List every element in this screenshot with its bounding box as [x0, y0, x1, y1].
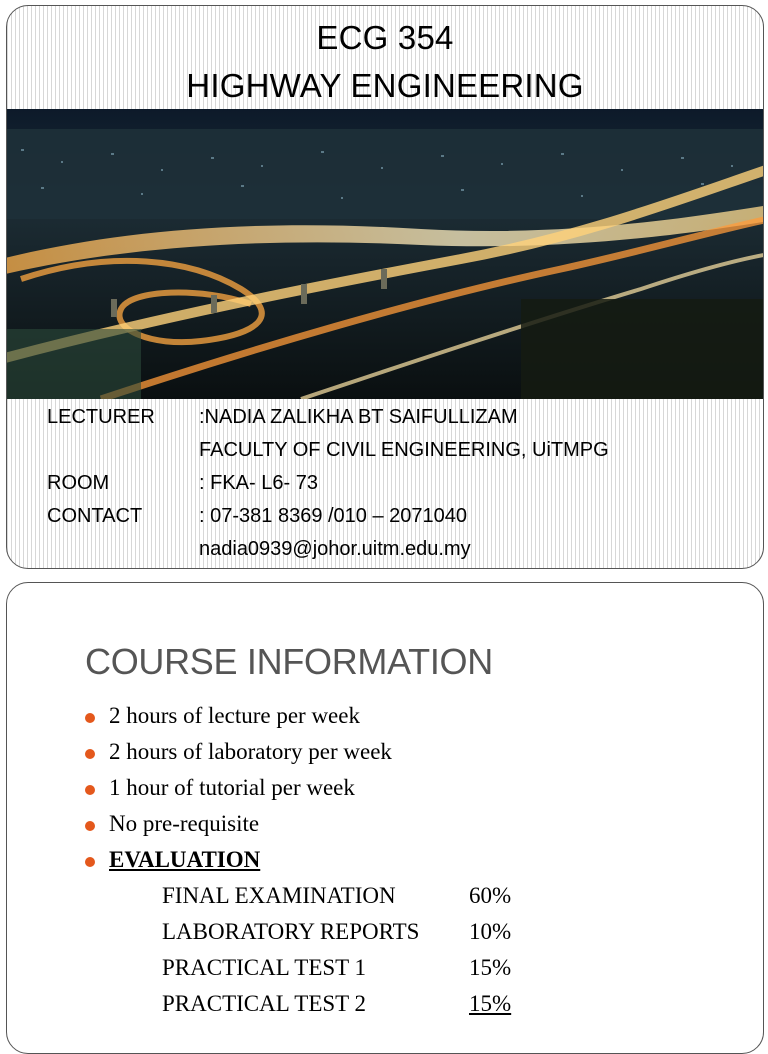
- evaluation-row: [7, 955, 763, 987]
- course-code: ECG 354: [316, 19, 454, 56]
- bullet-dot-icon: [85, 785, 95, 795]
- info-value: : FKA- L6- 73: [199, 472, 318, 494]
- bullet-dot-icon: [85, 713, 95, 723]
- info-row-lecturer: [7, 406, 763, 438]
- evaluation-row: [7, 991, 763, 1023]
- bullet-dot-icon: [85, 749, 95, 759]
- info-row-contact: [7, 505, 763, 537]
- evaluation-name: PRACTICAL TEST 2: [162, 991, 367, 1016]
- info-label: CONTACT: [47, 505, 143, 527]
- evaluation-row: [7, 919, 763, 951]
- highway-night-photo: [6, 109, 764, 399]
- info-value: :NADIA ZALIKHA BT SAIFULLIZAM: [199, 406, 518, 428]
- evaluation-name: PRACTICAL TEST 1: [162, 955, 367, 980]
- info-value: nadia0939@johor.uitm.edu.my: [199, 538, 471, 560]
- course-name: HIGHWAY ENGINEERING: [186, 67, 584, 104]
- info-label: ROOM: [47, 472, 110, 494]
- info-row-faculty: [7, 439, 763, 471]
- evaluation-percent: 60%: [469, 883, 512, 908]
- bullet-dot-icon: [85, 821, 95, 831]
- info-value: FACULTY OF CIVIL ENGINEERING, UiTMPG: [199, 439, 609, 461]
- evaluation-percent: 15%: [469, 991, 512, 1016]
- bullet-dot-icon: [85, 857, 95, 867]
- evaluation-percent: 15%: [469, 955, 512, 980]
- evaluation-name: FINAL EXAMINATION: [162, 883, 396, 908]
- evaluation-name: LABORATORY REPORTS: [162, 919, 420, 944]
- evaluation-row: [7, 883, 763, 915]
- course-info-slide: COURSE INFORMATION 2 hours of lecture per week 2 hours of laboratory per week 1 hour of tutorial per week No pre-requisite EVALUATION FINAL EXAMINATION 60% LABORATORY REPORTS 10% PRACTICAL TEST 1 15% PRACTICAL TEST 2 15%: [6, 582, 764, 1054]
- evaluation-percent: 10%: [469, 919, 512, 944]
- info-value: : 07-381 8369 /010 – 2071040: [199, 505, 468, 527]
- slide-title: COURSE INFORMATION: [85, 641, 493, 682]
- info-row-email: [7, 538, 763, 569]
- title-slide: [6, 5, 764, 569]
- info-label: LECTURER: [47, 406, 155, 428]
- info-row-room: [7, 472, 763, 504]
